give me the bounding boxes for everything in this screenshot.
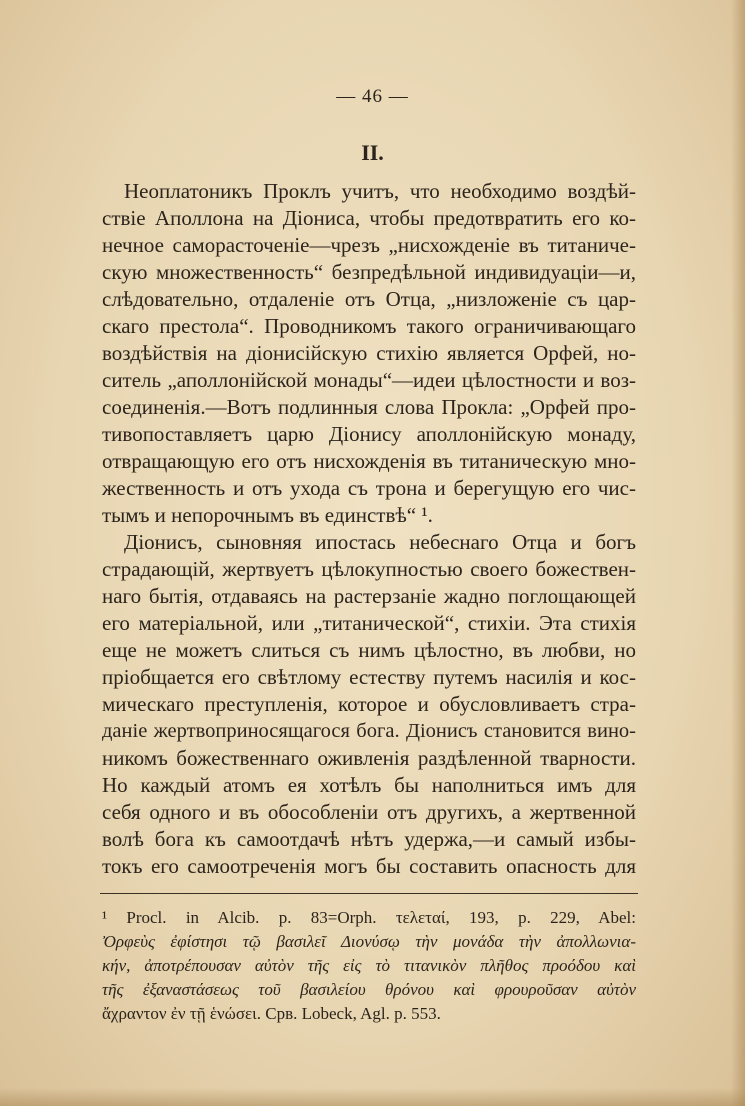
text-line: ствіе Аполлона на Діониса, чтобы предотвратить его ко- <box>102 206 636 230</box>
footnote-line: Ὀρφεὺς ἐφίστησι τῷ βασιλεῖ Διονύσῳ τὴν μονάδα τὴν ἀπολλωνια- <box>102 932 636 951</box>
text-line: еще не можетъ слиться съ нимъ цѣлостно, въ любви, но <box>102 638 636 662</box>
footnote-line: τῆς ἐξαναστάσεως τοῦ βασιλείου θρόνου καὶ φρουροῦσαν αὐτὸν <box>102 980 636 999</box>
text-line: наго бытія, отдаваясь на растерзаніе жадно поглощающей <box>102 584 636 608</box>
page-edge-shadow <box>0 1088 745 1106</box>
page-edge-shadow <box>731 0 745 1106</box>
text-line: соединенія.—Вотъ подлинныя слова Прокла: „Орфей про- <box>102 395 636 419</box>
footnote-line: ἄχραντον ἐν τῇ ἑνώσει. Срв. Lobeck, Agl. p. 553. <box>102 1004 441 1023</box>
text-line: скаго престола“. Проводникомъ такого ограничивающаго <box>102 314 636 338</box>
text-line: токъ его самоотреченія могъ бы составить опасность для <box>102 854 636 878</box>
text-line: отвращающую его отъ нисхожденія въ титаническую мно- <box>102 449 636 473</box>
text-line: никомъ божественнаго оживленія раздѣленной тварности. <box>102 746 636 770</box>
page-number: — 46 — <box>336 86 409 107</box>
text-line: нечное саморасточеніе—чрезъ „нисхожденіе въ титаниче- <box>102 233 636 257</box>
footnote-line: ¹ Procl. in Alcib. p. 83=Orph. τελεταί, 193, p. 229, Abel: <box>102 908 636 927</box>
text-line: даніе жертвоприносящагося бога. Діонисъ становится вино- <box>102 720 636 742</box>
text-line: Діонисъ, сыновняя ипостась небеснаго Отца и богъ <box>124 530 636 554</box>
text-line: тивопоставляетъ царю Діонису аполлонійскую монаду, <box>102 422 636 446</box>
text-line: пріобщается его свѣтлому естеству путемъ насилія и кос- <box>102 665 636 689</box>
text-line: мическаго преступленія, которое и обусловливаетъ стра- <box>102 692 636 716</box>
text-line: страдающій, жертвуетъ цѣлокупностью своего божествен- <box>102 557 636 581</box>
text-line: скую множественность“ безпредѣльной индивидуаціи—и, <box>102 260 636 284</box>
main-text <box>102 178 636 880</box>
footnotes <box>102 906 636 1026</box>
text-line: воздѣйствія на діонисійскую стихію является Орфей, но- <box>102 341 636 365</box>
footnote-line: κήν, ἀποτρέπουσαν αὐτὸν τῆς εἰς τὸ τιτανικὸν πλῆθος προόδου καὶ <box>102 956 636 975</box>
text-line: жественность и отъ ухода съ трона и берегущую его чис- <box>102 476 636 500</box>
text-line: волѣ бога къ самоотдачѣ нѣтъ удержа,—и самый избы- <box>102 827 636 851</box>
text-line: ситель „аполлонійской монады“—идеи цѣлостности и воз- <box>102 368 636 392</box>
text-line: Неоплатоникъ Проклъ учитъ, что необходимо воздѣй- <box>124 179 636 203</box>
text-line: слѣдовательно, отдаленіе отъ Отца, „низложеніе съ цар- <box>102 287 636 311</box>
text-line: себя одного и въ обособленіи отъ другихъ, а жертвенной <box>102 800 636 824</box>
chapter-heading: II. <box>361 140 384 165</box>
footnote-divider <box>100 893 638 894</box>
text-line: его матеріальной, или „титанической“, стихіи. Эта стихія <box>102 611 636 635</box>
text-line: Но каждый атомъ ея хотѣлъ бы наполниться имъ для <box>102 773 636 797</box>
text-line: тымъ и непорочнымъ въ единствѣ“ ¹. <box>102 503 433 527</box>
